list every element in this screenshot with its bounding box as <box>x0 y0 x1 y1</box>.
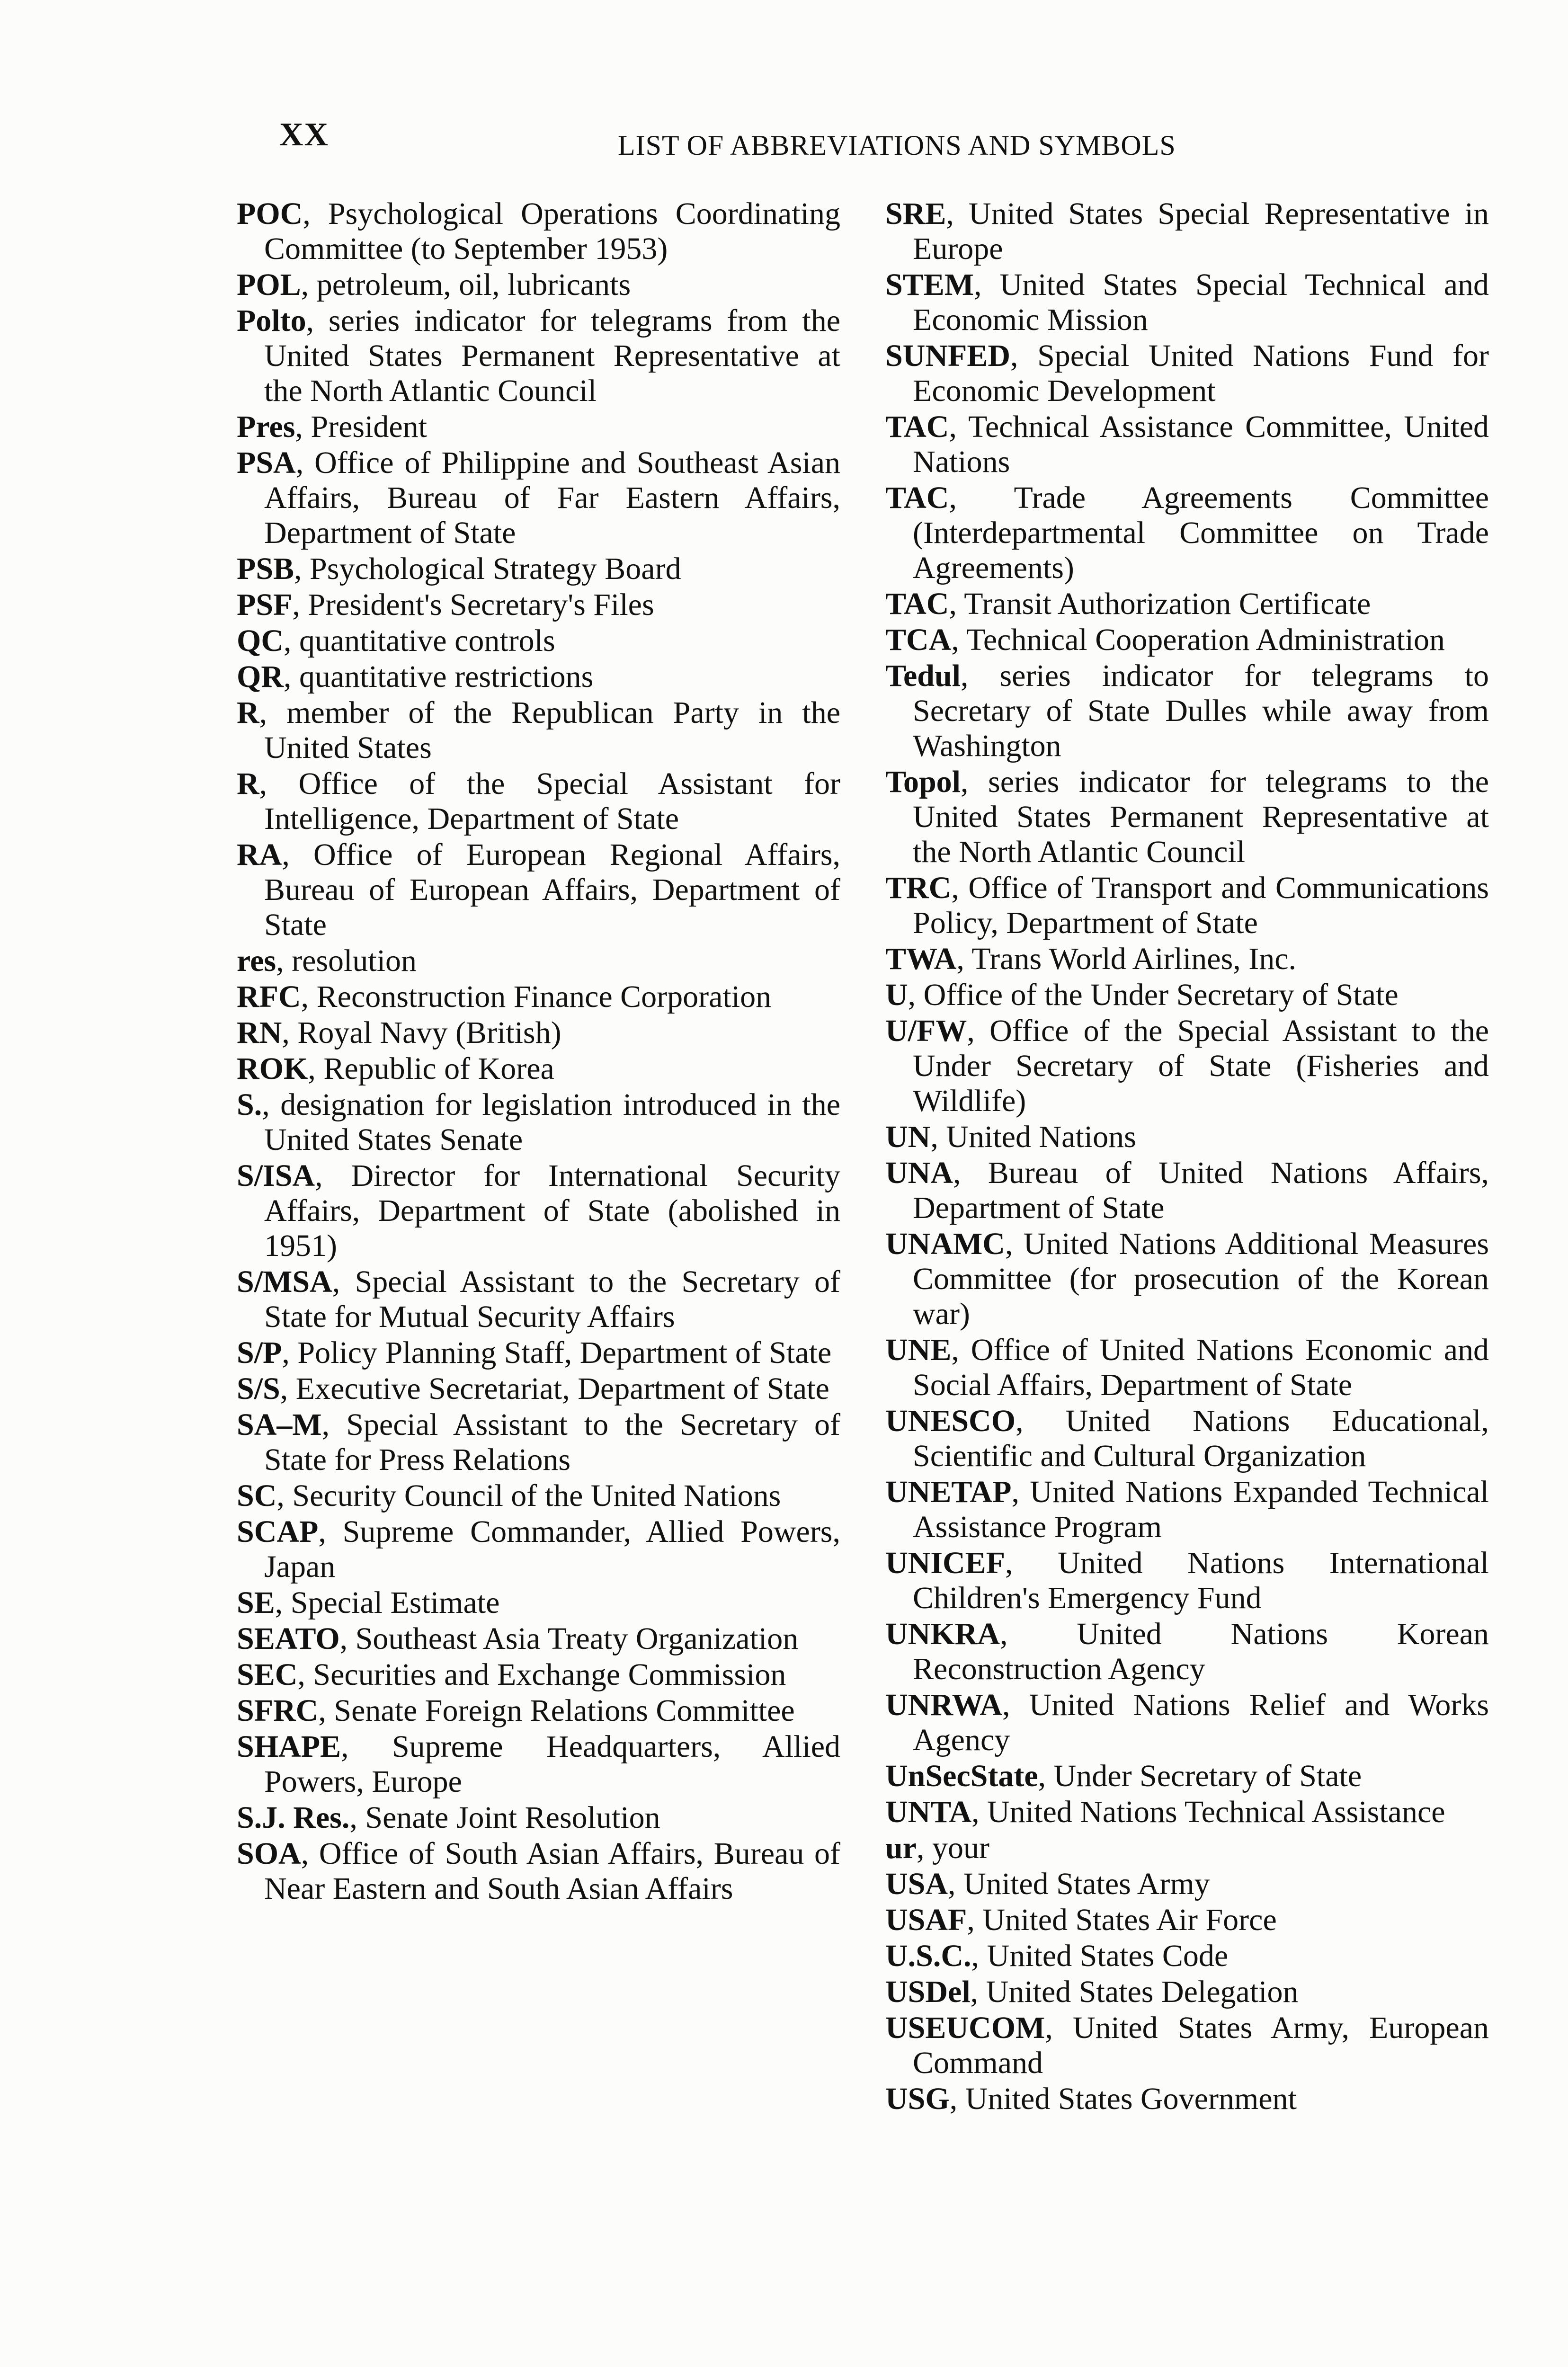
abbreviation-term: ROK <box>237 1051 308 1086</box>
abbreviation-term: TAC <box>885 481 949 515</box>
abbreviation-term: S. <box>237 1087 262 1122</box>
abbreviation-definition: series indicator for telegrams to Secretary of State Dulles while away from Washington <box>913 658 1489 763</box>
abbreviation-entry <box>237 445 840 551</box>
abbreviation-term: UNTA <box>885 1795 972 1829</box>
abbreviation-definition: United States Special Representative in Europe <box>913 196 1489 266</box>
abbreviation-entry <box>237 979 840 1014</box>
abbreviation-definition: Technical Cooperation Administration <box>966 623 1445 657</box>
abbreviation-definition: Psychological Operations Coordinating Committee (to September 1953) <box>264 196 840 266</box>
abbreviation-entry <box>885 587 1489 622</box>
term-separator: , <box>908 978 924 1012</box>
abbreviation-entry <box>237 1371 840 1406</box>
abbreviation-term: PSF <box>237 587 293 622</box>
term-separator: , <box>1002 1688 1029 1722</box>
abbreviation-term: S/MSA <box>237 1264 332 1299</box>
abbreviation-term: UNICEF <box>885 1546 1006 1580</box>
abbreviation-entry <box>237 1800 840 1835</box>
term-separator: , <box>292 587 308 622</box>
term-separator: , <box>951 623 967 657</box>
abbreviation-entry <box>885 1831 1489 1866</box>
abbreviation-term: USAF <box>885 1903 967 1937</box>
abbreviation-term: S/P <box>237 1335 282 1370</box>
term-separator: , <box>971 1939 987 1973</box>
abbreviation-entry <box>885 1156 1489 1226</box>
term-separator: , <box>341 1729 392 1764</box>
abbreviation-definition: quantitative restrictions <box>299 659 594 694</box>
abbreviation-entry <box>885 2011 1489 2081</box>
abbreviation-term: POC <box>237 196 303 231</box>
abbreviation-entry <box>885 2082 1489 2117</box>
abbreviation-term: TRC <box>885 871 952 905</box>
term-separator: , <box>297 1657 313 1692</box>
abbreviation-term: U/FW <box>885 1014 967 1048</box>
abbreviation-term: UNETAP <box>885 1475 1012 1509</box>
abbreviation-term: USA <box>885 1867 948 1901</box>
abbreviation-entry <box>237 1335 840 1370</box>
abbreviation-definition: United Nations Expanded Technical Assistance Program <box>913 1475 1489 1544</box>
abbreviation-entry <box>237 1478 840 1513</box>
abbreviation-term: QC <box>237 623 284 658</box>
abbreviation-term: USDel <box>885 1975 971 2009</box>
term-separator: , <box>280 1371 296 1406</box>
abbreviation-entry <box>885 1688 1489 1758</box>
abbreviation-entry <box>237 1015 840 1050</box>
abbreviation-entry <box>237 1693 840 1728</box>
term-separator: , <box>301 267 317 302</box>
abbreviation-definition: Director for International Security Affairs, Department of State (abolished in 1951) <box>264 1158 840 1263</box>
abbreviation-entry <box>237 1051 840 1086</box>
abbreviation-definition: Supreme Headquarters, Allied Powers, Europe <box>264 1729 840 1799</box>
abbreviation-definition: United Nations Educational, Scientific and Cultural Organization <box>913 1404 1489 1473</box>
abbreviation-entry <box>885 1903 1489 1938</box>
abbreviation-entry <box>885 1120 1489 1155</box>
abbreviation-definition: Security Council of the United Nations <box>292 1478 781 1513</box>
term-separator: , <box>282 837 314 872</box>
abbreviation-term: SE <box>237 1585 275 1620</box>
abbreviation-definition: United States Government <box>965 2082 1297 2116</box>
abbreviation-definition: Royal Navy (British) <box>297 1015 561 1050</box>
abbreviation-definition: quantitative controls <box>299 623 555 658</box>
term-separator: , <box>282 1015 298 1050</box>
abbreviation-definition: President <box>311 409 428 444</box>
term-separator: , <box>308 1051 324 1086</box>
term-separator: , <box>1005 1227 1024 1261</box>
term-separator: , <box>949 481 1014 515</box>
abbreviation-term: PSA <box>237 445 296 480</box>
term-separator: , <box>276 1478 293 1513</box>
abbreviation-term: UNKRA <box>885 1617 1000 1651</box>
abbreviation-definition: resolution <box>292 943 417 978</box>
term-separator: , <box>1010 338 1038 373</box>
abbreviation-term: Topol <box>885 765 961 799</box>
abbreviation-term: SA–M <box>237 1407 322 1442</box>
abbreviation-entry <box>237 943 840 979</box>
term-separator: , <box>953 1156 988 1190</box>
abbreviation-term: SC <box>237 1478 277 1513</box>
abbreviation-entry <box>885 623 1489 658</box>
abbreviation-term: RFC <box>237 979 301 1014</box>
abbreviation-definition: Special United Nations Fund for Economic Development <box>913 338 1489 408</box>
term-separator: , <box>961 765 989 799</box>
abbreviation-term: UNAMC <box>885 1227 1005 1261</box>
abbreviation-definition: series indicator for telegrams to the United States Permanent Representative at the North Atlantic Council <box>913 765 1489 869</box>
abbreviation-definition: Psychological Strategy Board <box>310 552 681 586</box>
abbreviation-definition: Office of the Special Assistant for Intelligence, Department of State <box>264 766 841 836</box>
right-column <box>885 196 1489 2118</box>
left-column <box>237 196 840 1907</box>
abbreviation-term: SUNFED <box>885 338 1011 373</box>
abbreviation-entry <box>885 1227 1489 1332</box>
abbreviation-entry <box>237 1836 840 1906</box>
abbreviation-definition: Securities and Exchange Commission <box>313 1657 786 1692</box>
term-separator: , <box>956 942 972 976</box>
abbreviation-entry <box>237 1729 840 1799</box>
abbreviation-entry <box>885 196 1489 267</box>
abbreviation-term: Polto <box>237 303 306 338</box>
abbreviation-entry <box>237 1514 840 1584</box>
abbreviation-entry <box>237 552 840 587</box>
abbreviation-entry <box>885 1546 1489 1616</box>
abbreviation-definition: Office of United Nations Economic and Social Affairs, Department of State <box>913 1333 1489 1402</box>
abbreviation-entry <box>237 196 840 267</box>
abbreviation-entry <box>237 1657 840 1692</box>
abbreviation-term: UNE <box>885 1333 952 1367</box>
abbreviation-term: UNA <box>885 1156 953 1190</box>
abbreviation-entry <box>885 1333 1489 1403</box>
term-separator: , <box>930 1120 946 1154</box>
term-separator: , <box>967 1903 983 1937</box>
term-separator: , <box>948 1867 964 1901</box>
abbreviation-term: USG <box>885 2082 950 2116</box>
abbreviation-entry <box>885 1475 1489 1545</box>
term-separator: , <box>315 1158 351 1193</box>
abbreviation-term: STEM <box>885 267 974 302</box>
term-separator: , <box>275 1585 291 1620</box>
abbreviation-term: Pres <box>237 409 295 444</box>
abbreviation-entry <box>885 942 1489 977</box>
abbreviation-term: SCAP <box>237 1514 319 1549</box>
term-separator: , <box>284 659 299 694</box>
term-separator: , <box>949 587 964 621</box>
abbreviation-definition: Special Assistant to the Secretary of State for Mutual Security Affairs <box>264 1264 841 1334</box>
abbreviation-term: Tedul <box>885 658 961 693</box>
abbreviation-term: USEUCOM <box>885 2011 1045 2045</box>
abbreviation-entry <box>885 1867 1489 1902</box>
abbreviation-term: R <box>237 766 259 801</box>
abbreviation-entry <box>237 409 840 445</box>
abbreviation-entry <box>885 765 1489 870</box>
abbreviation-entry <box>237 659 840 694</box>
abbreviation-definition: Supreme Commander, Allied Powers, Japan <box>264 1514 840 1584</box>
page-number: XX <box>279 116 330 153</box>
term-separator: , <box>301 1836 319 1871</box>
term-separator: , <box>961 658 1000 693</box>
abbreviation-term: S/ISA <box>237 1158 315 1193</box>
abbreviation-entry <box>885 267 1489 338</box>
abbreviation-entry <box>885 658 1489 764</box>
abbreviation-term: UNRWA <box>885 1688 1003 1722</box>
abbreviation-term: UN <box>885 1120 931 1154</box>
abbreviation-entry <box>237 587 840 623</box>
abbreviation-definition: Technical Assistance Committee, United Nations <box>913 409 1489 479</box>
term-separator: , <box>1016 1404 1066 1438</box>
abbreviation-definition: United Nations <box>946 1120 1136 1154</box>
abbreviation-definition: Office of the Special Assistant to the Under Secretary of State (Fisheries and Wildlife) <box>913 1014 1489 1118</box>
abbreviation-entry <box>885 481 1489 586</box>
term-separator: , <box>917 1831 932 1865</box>
term-separator: , <box>971 1795 988 1829</box>
abbreviation-definition: United Nations Technical Assistance <box>987 1795 1445 1829</box>
abbreviation-entry <box>237 303 840 409</box>
abbreviation-definition: Trans World Airlines, Inc. <box>971 942 1297 976</box>
abbreviation-entry <box>237 1621 840 1656</box>
abbreviation-term: POL <box>237 267 301 302</box>
abbreviation-term: S.J. Res. <box>237 1800 350 1835</box>
term-separator: , <box>339 1621 356 1656</box>
abbreviation-term: R <box>237 695 259 730</box>
abbreviation-definition: member of the Republican Party in the United States <box>264 695 840 765</box>
abbreviation-definition: United States Army <box>963 1867 1210 1901</box>
term-separator: , <box>949 2082 965 2116</box>
term-separator: , <box>332 1264 355 1299</box>
abbreviation-term: TAC <box>885 409 949 444</box>
abbreviation-entry <box>885 978 1489 1013</box>
abbreviation-definition: United Nations Additional Measures Committee (for prosecution of the Korean war) <box>913 1227 1489 1331</box>
abbreviation-term: UnSecState <box>885 1759 1038 1793</box>
abbreviation-entry <box>885 1759 1489 1794</box>
term-separator: , <box>1045 2011 1073 2045</box>
abbreviation-definition: Office of the Under Secretary of State <box>923 978 1399 1012</box>
abbreviation-definition: series indicator for telegrams from the United States Permanent Representative at the North Atlantic Council <box>264 303 840 408</box>
abbreviation-term: TCA <box>885 623 952 657</box>
abbreviation-term: QR <box>237 659 284 694</box>
abbreviation-term: TAC <box>885 587 949 621</box>
term-separator: , <box>1005 1546 1058 1580</box>
abbreviation-entry <box>885 1014 1489 1119</box>
abbreviation-definition: United Nations Relief and Works Agency <box>913 1688 1489 1757</box>
term-separator: , <box>967 1014 990 1048</box>
term-separator: , <box>294 552 310 586</box>
abbreviation-entry <box>237 695 840 765</box>
term-separator: , <box>259 766 299 801</box>
term-separator: , <box>262 1087 281 1122</box>
term-separator: , <box>946 196 969 231</box>
abbreviation-entry <box>885 871 1489 941</box>
abbreviation-entry <box>237 1264 840 1335</box>
term-separator: , <box>349 1800 365 1835</box>
abbreviation-entry <box>237 267 840 303</box>
abbreviation-term: S/S <box>237 1371 280 1406</box>
term-separator: , <box>1000 1617 1077 1651</box>
abbreviation-definition: your <box>932 1831 989 1865</box>
abbreviation-definition: United Nations International Children's Emergency Fund <box>913 1546 1489 1615</box>
abbreviation-entry <box>237 766 840 836</box>
abbreviation-definition: Trade Agreements Committee (Interdepartmental Committee on Trade Agreements) <box>913 481 1489 585</box>
abbreviation-term: SEC <box>237 1657 298 1692</box>
abbreviation-definition: Bureau of United Nations Affairs, Department of State <box>913 1156 1489 1225</box>
abbreviation-entry <box>885 1939 1489 1974</box>
abbreviation-term: RN <box>237 1015 282 1050</box>
abbreviation-definition: United States Code <box>987 1939 1229 1973</box>
abbreviation-term: SRE <box>885 196 946 231</box>
abbreviation-definition: Southeast Asia Treaty Organization <box>355 1621 799 1656</box>
abbreviation-entry <box>237 837 840 943</box>
abbreviation-term: SFRC <box>237 1693 319 1728</box>
abbreviation-entry <box>885 409 1489 480</box>
abbreviation-definition: designation for legislation introduced in the United States Senate <box>264 1087 841 1157</box>
abbreviation-definition: Special Estimate <box>290 1585 500 1620</box>
term-separator: , <box>306 303 329 338</box>
abbreviation-term: SOA <box>237 1836 301 1871</box>
running-head-title: LIST OF ABBREVIATIONS AND SYMBOLS <box>618 130 1176 161</box>
term-separator: , <box>318 1514 343 1549</box>
abbreviation-term: ur <box>885 1831 917 1865</box>
abbreviation-term: res <box>237 943 276 978</box>
abbreviation-definition: United States Delegation <box>986 1975 1299 2009</box>
term-separator: , <box>259 695 287 730</box>
abbreviation-entry <box>885 338 1489 409</box>
abbreviation-entry <box>237 623 840 658</box>
abbreviation-entry <box>885 1975 1489 2010</box>
term-separator: , <box>951 1333 971 1367</box>
abbreviation-entry <box>237 1407 840 1477</box>
abbreviation-definition: United States Army, European Command <box>913 2011 1489 2080</box>
abbreviation-entry <box>885 1795 1489 1830</box>
abbreviation-definition: Office of South Asian Affairs, Bureau of Near Eastern and South Asian Affairs <box>264 1836 840 1906</box>
abbreviation-entry <box>237 1158 840 1264</box>
abbreviation-definition: Special Assistant to the Secretary of State for Press Relations <box>264 1407 841 1477</box>
abbreviation-term: SEATO <box>237 1621 340 1656</box>
page-header <box>279 107 1226 163</box>
abbreviation-definition: Office of Transport and Communications Policy, Department of State <box>913 871 1489 940</box>
term-separator: , <box>1011 1475 1030 1509</box>
abbreviation-term: RA <box>237 837 282 872</box>
abbreviation-definition: Transit Authorization Certificate <box>964 587 1371 621</box>
abbreviation-definition: Office of European Regional Affairs, Bureau of European Affairs, Department of State <box>264 837 840 942</box>
term-separator: , <box>318 1693 334 1728</box>
term-separator: , <box>282 1335 298 1370</box>
abbreviation-definition: Policy Planning Staff, Department of State <box>297 1335 832 1370</box>
term-separator: , <box>295 409 311 444</box>
abbreviation-definition: Executive Secretariat, Department of State <box>295 1371 829 1406</box>
term-separator: , <box>951 871 969 905</box>
abbreviation-definition: Senate Joint Resolution <box>365 1800 660 1835</box>
term-separator: , <box>1038 1759 1054 1793</box>
term-separator: , <box>970 1975 986 2009</box>
abbreviation-definition: Senate Foreign Relations Committee <box>334 1693 795 1728</box>
term-separator: , <box>276 943 292 978</box>
abbreviation-entry <box>237 1585 840 1620</box>
abbreviation-definition: President's Secretary's Files <box>308 587 654 622</box>
abbreviation-term: U.S.C. <box>885 1939 971 1973</box>
term-separator: , <box>303 196 328 231</box>
abbreviation-definition: United Nations Korean Reconstruction Agency <box>913 1617 1489 1686</box>
abbreviation-entry <box>237 1087 840 1157</box>
term-separator: , <box>295 445 315 480</box>
abbreviation-definition: Under Secretary of State <box>1053 1759 1362 1793</box>
abbreviation-term: PSB <box>237 552 294 586</box>
abbreviation-definition: United States Special Technical and Economic Mission <box>913 267 1489 337</box>
abbreviation-definition: Republic of Korea <box>323 1051 554 1086</box>
abbreviation-entry <box>885 1617 1489 1687</box>
abbreviation-term: U <box>885 978 908 1012</box>
abbreviation-definition: Reconstruction Finance Corporation <box>316 979 772 1014</box>
abbreviation-entry <box>885 1404 1489 1474</box>
term-separator: , <box>321 1407 347 1442</box>
abbreviation-definition: Office of Philippine and Southeast Asian Affairs, Bureau of Far Eastern Affairs, Department of State <box>264 445 841 550</box>
term-separator: , <box>974 267 1000 302</box>
abbreviation-term: TWA <box>885 942 957 976</box>
abbreviation-term: UNESCO <box>885 1404 1016 1438</box>
abbreviation-definition: United States Air Force <box>982 1903 1277 1937</box>
term-separator: , <box>301 979 317 1014</box>
term-separator: , <box>284 623 299 658</box>
term-separator: , <box>949 409 969 444</box>
abbreviation-term: SHAPE <box>237 1729 341 1764</box>
abbreviation-definition: petroleum, oil, lubricants <box>316 267 631 302</box>
